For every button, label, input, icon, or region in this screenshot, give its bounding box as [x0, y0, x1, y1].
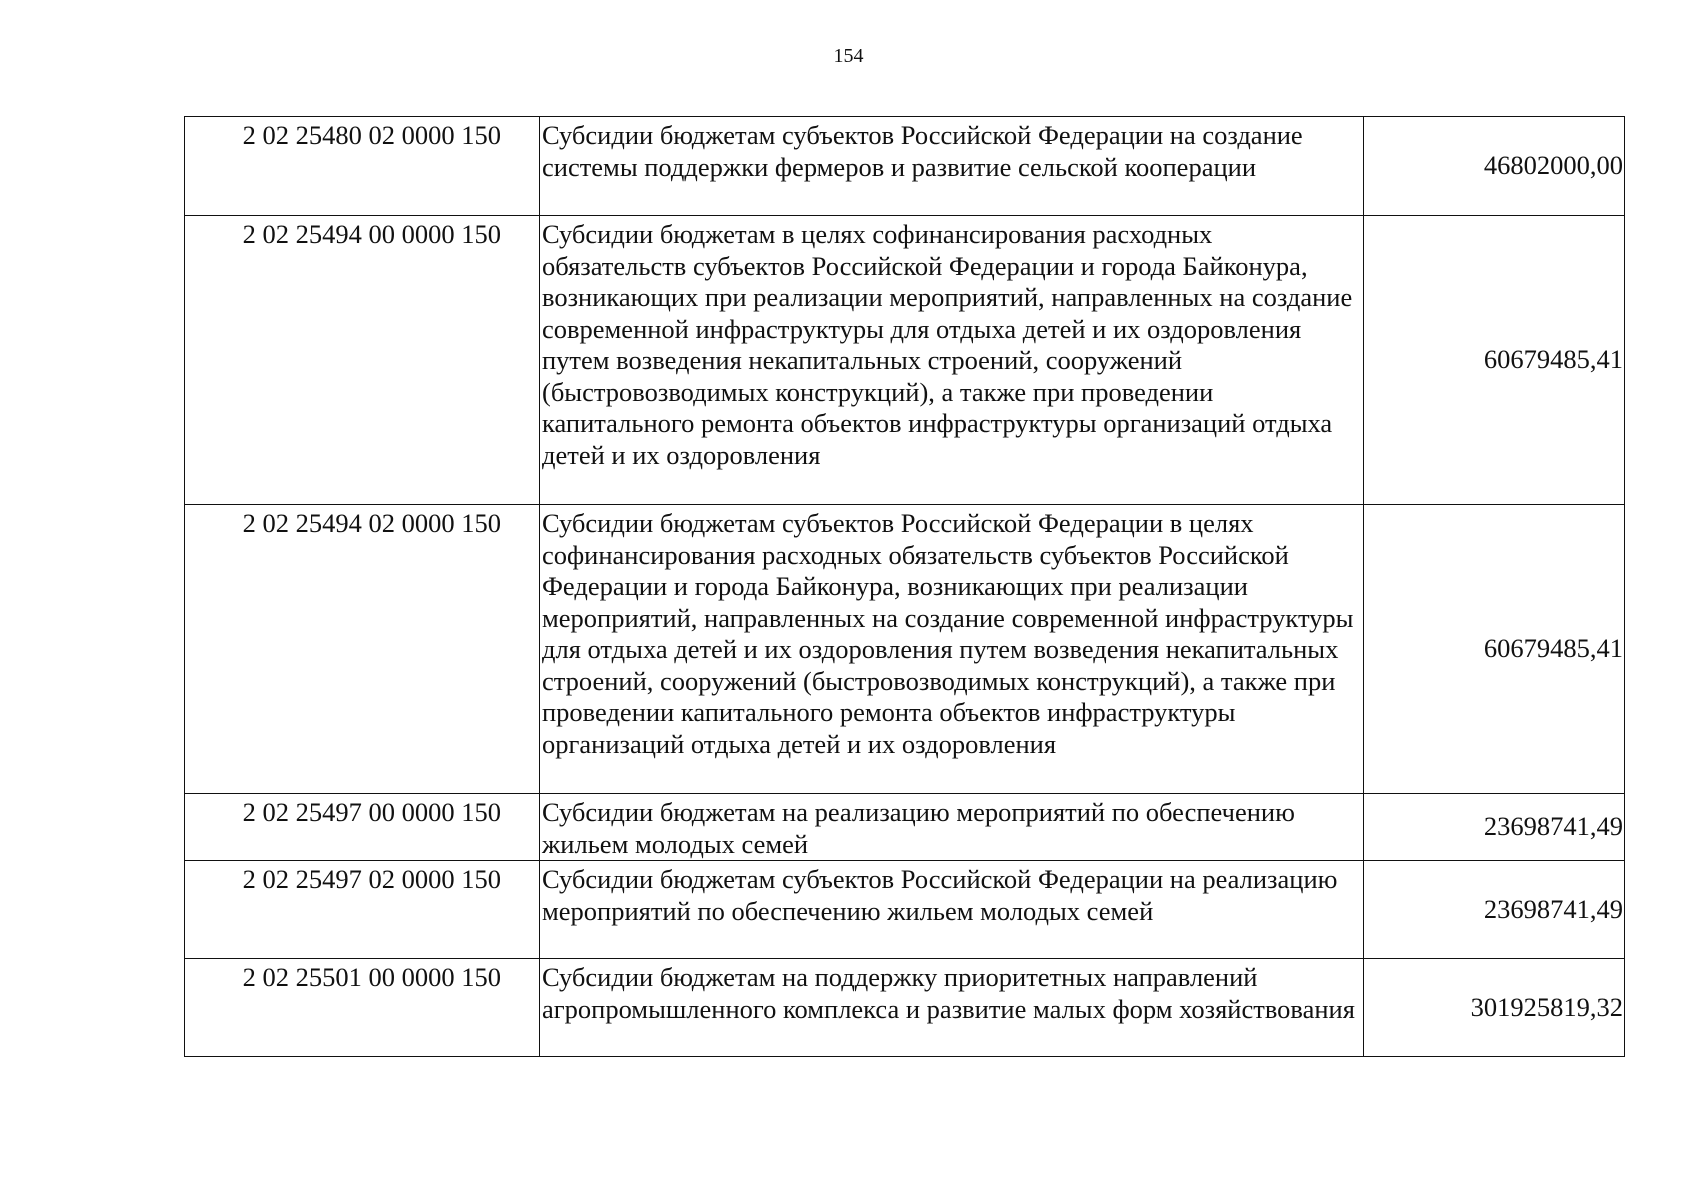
- row-description: Субсидии бюджетам на поддержку приоритетных направлений агропромышленного комплекса и развитие малых форм хозяйствования: [540, 959, 1364, 1057]
- row-code: 2 02 25494 02 0000 150: [185, 505, 540, 794]
- row-code: 2 02 25480 02 0000 150: [185, 117, 540, 216]
- table-row: [185, 959, 1625, 1057]
- table-row: [185, 505, 1625, 794]
- table-row: [185, 117, 1625, 216]
- row-amount: 23698741,49: [1364, 794, 1625, 861]
- row-amount: 301925819,32: [1364, 959, 1625, 1057]
- row-code: 2 02 25497 00 0000 150: [185, 794, 540, 861]
- budget-revenue-table: [184, 116, 1625, 1057]
- row-amount: 60679485,41: [1364, 505, 1625, 794]
- row-description: Субсидии бюджетам субъектов Российской Федерации в целях софинансирования расходных обязательств субъектов Российской Федерации и города Байконура, возникающих при реализации мероприятий, направленных на создание современной инфраструктуры для отдыха детей и их оздоровления путем возведения некапитальных строений, сооружений (быстровозводимых конструкций), а также при проведении капитального ремонта объектов инфраструктуры организаций отдыха детей и их оздоровления: [540, 505, 1364, 794]
- page-number: 154: [833, 45, 864, 67]
- row-amount: 60679485,41: [1364, 216, 1625, 505]
- row-amount: 23698741,49: [1364, 861, 1625, 959]
- table-row: [185, 861, 1625, 959]
- table-row: [185, 794, 1625, 861]
- table-row: [185, 216, 1625, 505]
- row-code: 2 02 25501 00 0000 150: [185, 959, 540, 1057]
- row-description: Субсидии бюджетам субъектов Российской Федерации на создание системы поддержки фермеров и развитие сельской кооперации: [540, 117, 1364, 216]
- row-description: Субсидии бюджетам в целях софинансирования расходных обязательств субъектов Российской Федерации и города Байконура, возникающих при реализации мероприятий, направленных на создание современной инфраструктуры для отдыха детей и их оздоровления путем возведения некапитальных строений, сооружений (быстровозводимых конструкций), а также при проведении капитального ремонта объектов инфраструктуры организаций отдыха детей и их оздоровления: [540, 216, 1364, 505]
- row-code: 2 02 25494 00 0000 150: [185, 216, 540, 505]
- row-description: Субсидии бюджетам субъектов Российской Федерации на реализацию мероприятий по обеспечению жильем молодых семей: [540, 861, 1364, 959]
- row-amount: 46802000,00: [1364, 117, 1625, 216]
- row-code: 2 02 25497 02 0000 150: [185, 861, 540, 959]
- row-description: Субсидии бюджетам на реализацию мероприятий по обеспечению жильем молодых семей: [540, 794, 1364, 861]
